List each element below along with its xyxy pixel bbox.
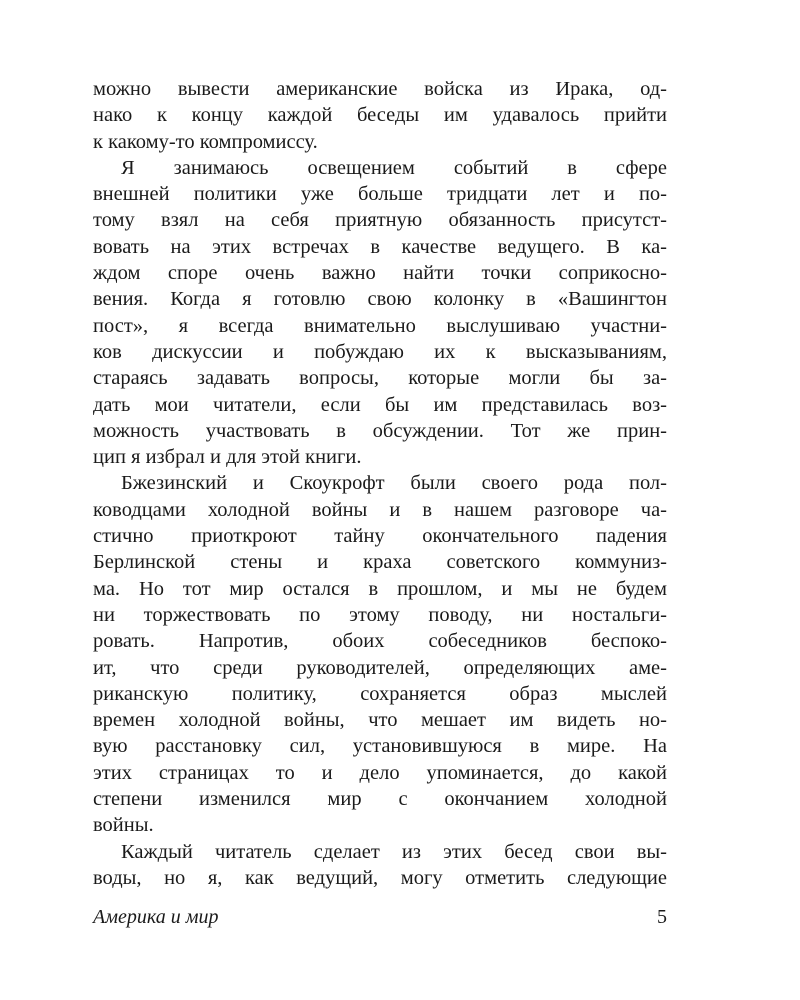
text-line: можность участвовать в обсуждении. Тот же прин- [93, 419, 667, 442]
text-line: можно вывести американские войска из Ирака, од- [93, 78, 667, 100]
text-line: Берлинской стены и краха советского коммуниз- [93, 551, 667, 574]
text-line: пост», я всегда внимательно выслушиваю участни- [93, 314, 667, 337]
text-line: к какому-то компромиссу. [93, 130, 318, 153]
text-line: Каждый читатель сделает из этих бесед свои вы- [121, 840, 667, 863]
text-line: нако к концу каждой беседы им удавалось прийти [93, 104, 667, 127]
text-line: ит, что среди руководителей, определяющих аме- [93, 656, 667, 679]
paragraph [93, 155, 667, 471]
text-line: Я занимаюсь освещением событий в сфере [121, 156, 667, 179]
page-number: 5 [657, 906, 667, 928]
text-line: этих страницах то и дело упоминается, до какой [93, 761, 667, 784]
paragraph [93, 76, 667, 155]
text-line: риканскую политику, сохраняется образ мыслей [93, 682, 667, 705]
text-line: войны. [93, 814, 154, 837]
text-line: стараясь задавать вопросы, которые могли бы за- [93, 367, 667, 390]
text-line: ни торжествовать по этому поводу, ни ностальги- [93, 603, 667, 626]
text-line: вую расстановку сил, установившуюся в мире. На [93, 735, 667, 758]
text-line: ководцами холодной войны и в нашем разговоре ча- [93, 498, 667, 521]
text-line: ждом споре очень важно найти точки соприкосно- [93, 262, 667, 285]
paragraph [93, 470, 667, 838]
text-line: внешней политики уже больше тридцати лет и по- [93, 183, 667, 206]
text-line: вения. Когда я готовлю свою колонку в «Вашингтон [93, 288, 667, 311]
text-line: тому взял на себя приятную обязанность присутст- [93, 209, 667, 232]
text-line: ровать. Напротив, обоих собеседников беспоко- [93, 630, 667, 653]
text-line: вовать на этих встречах в качестве ведущего. В ка- [93, 235, 667, 258]
paragraph [93, 839, 667, 892]
text-line: цип я избрал и для этой книги. [93, 446, 362, 469]
text-line: стично приоткроют тайну окончательного падения [93, 525, 667, 548]
text-line: ма. Но тот мир остался в прошлом, и мы не будем [93, 577, 667, 600]
text-line: воды, но я, как ведущий, могу отметить следующие [93, 866, 667, 889]
body-text [93, 76, 667, 891]
text-line: ков дискуссии и побуждаю их к высказываниям, [93, 340, 667, 363]
running-title: Америка и мир [93, 906, 219, 928]
text-line: степени изменился мир с окончанием холодной [93, 788, 667, 811]
text-line: дать мои читатели, если бы им представилась воз- [93, 393, 667, 416]
text-line: времен холодной войны, что мешает им видеть но- [93, 709, 667, 732]
text-line: Бжезинский и Скоукрофт были своего рода пол- [121, 472, 667, 495]
